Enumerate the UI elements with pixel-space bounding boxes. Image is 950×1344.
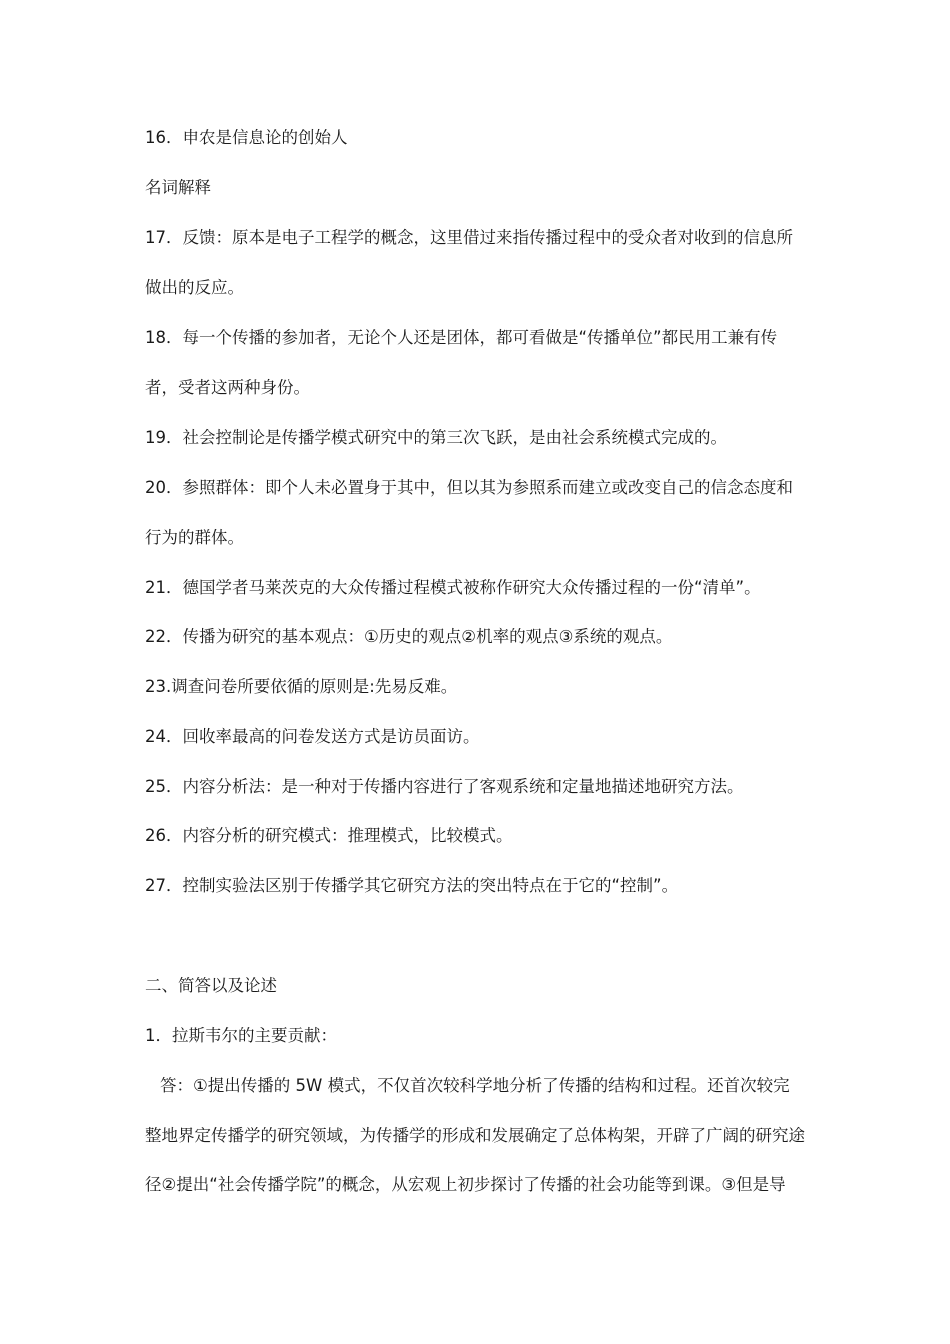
item-16: 16．申农是信息论的创始人 [145, 128, 348, 147]
item-20-line-1: 20．参照群体：即个人未必置身于其中，但以其为参照系而建立或改变自己的信念态度和 [145, 478, 793, 497]
item-19: 19．社会控制论是传播学模式研究中的第三次飞跃，是由社会系统模式完成的。 [145, 428, 727, 447]
item-20-line-2: 行为的群体。 [145, 528, 244, 547]
item-17-line-1: 17．反馈：原本是电子工程学的概念，这里借过来指传播过程中的受众者对收到的信息所 [145, 228, 793, 247]
item-18-line-1: 18．每一个传播的参加者，无论个人还是团体，都可看做是“传播单位”都民用工兼有传 [145, 328, 778, 347]
answer-1-line-1: 答：①提出传播的 5W 模式，不仅首次较科学地分析了传播的结构和过程。还首次较完 [160, 1076, 790, 1095]
answer-1-line-2: 整地界定传播学的研究领域，为传播学的形成和发展确定了总体构架，开辟了广阔的研究途 [145, 1126, 805, 1145]
item-17-line-2: 做出的反应。 [145, 278, 244, 297]
item-23: 23.调查问卷所要依循的原则是:先易反难。 [145, 677, 458, 696]
item-18-line-2: 者，受者这两种身份。 [145, 378, 310, 397]
section-heading-short-answers: 二、简答以及论述 [145, 976, 277, 995]
item-25: 25．内容分析法：是一种对于传播内容进行了客观系统和定量地描述地研究方法。 [145, 777, 744, 796]
item-27: 27．控制实验法区别于传播学其它研究方法的突出特点在于它的“控制”。 [145, 876, 679, 895]
answer-1-line-3: 径②提出“社会传播学院”的概念，从宏观上初步探讨了传播的社会功能等到课。③但是导 [145, 1175, 786, 1194]
item-22: 22．传播为研究的基本观点：①历史的观点②机率的观点③系统的观点。 [145, 627, 673, 646]
item-26: 26．内容分析的研究模式：推理模式，比较模式。 [145, 826, 513, 845]
item-21: 21．德国学者马莱茨克的大众传播过程模式被称作研究大众传播过程的一份“清单”。 [145, 578, 761, 597]
item-24: 24．回收率最高的问卷发送方式是访员面访。 [145, 727, 480, 746]
question-1: 1．拉斯韦尔的主要贡献： [145, 1026, 337, 1045]
section-heading-terms: 名词解释 [145, 178, 211, 197]
